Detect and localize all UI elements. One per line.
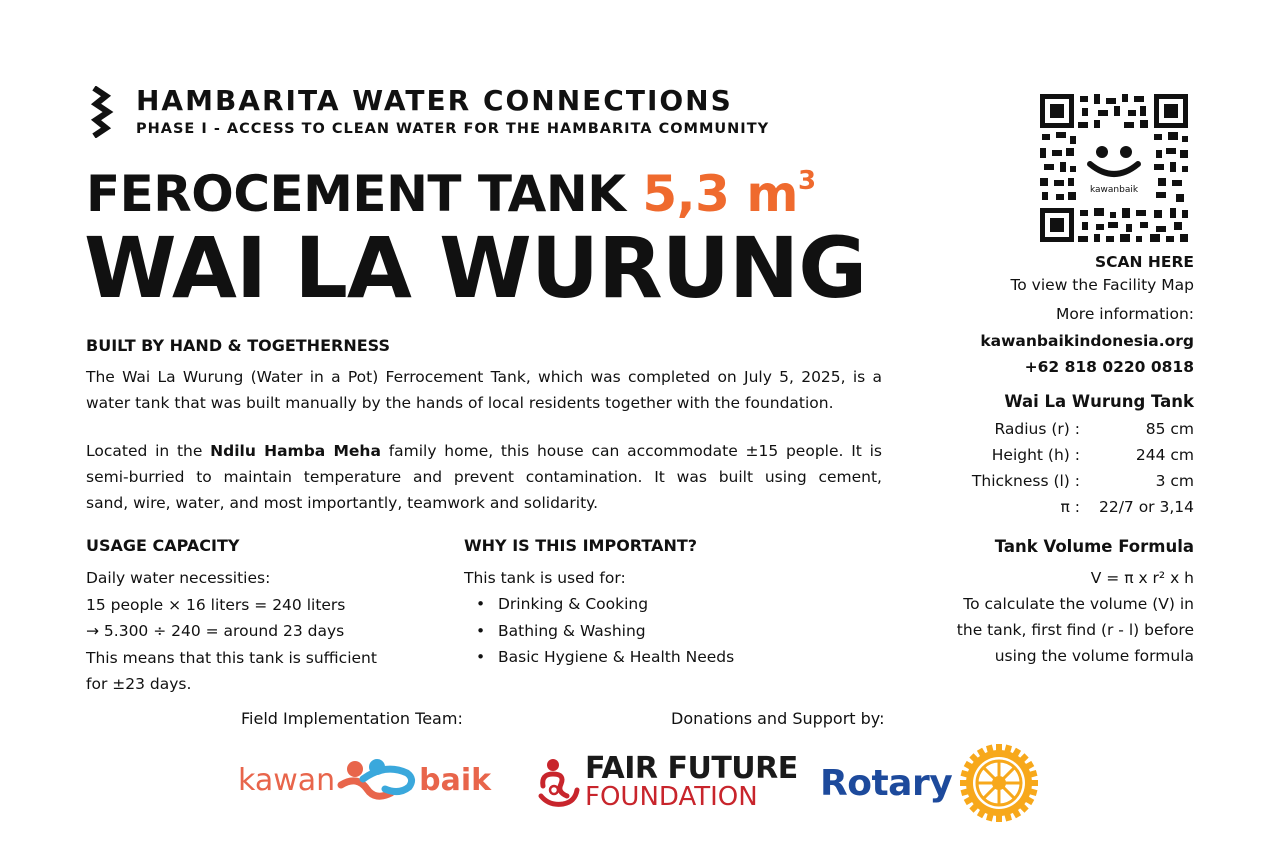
tank-title-prefix: FEROCEMENT TANK <box>86 165 643 223</box>
paragraph-line: water tank that was built manually by the hands of local residents together with the foundation. <box>86 394 834 412</box>
why-heading: WHY IS THIS IMPORTANT? <box>464 536 698 555</box>
formula-title: Tank Volume Formula <box>994 537 1194 556</box>
more-info-label: More information: <box>1055 305 1194 323</box>
website-link[interactable]: kawanbaikindonesia.org <box>980 332 1194 350</box>
org-name: HAMBARITA WATER CONNECTIONS <box>136 84 733 117</box>
table-row <box>972 442 1194 468</box>
fair-future-foundation-logo <box>537 751 798 812</box>
usage-heading: USAGE CAPACITY <box>86 536 240 555</box>
why-list <box>476 591 734 671</box>
qr-code[interactable] <box>1038 92 1190 244</box>
tank-title <box>86 165 816 223</box>
paragraph-text: Located in the <box>86 442 211 460</box>
org-subtitle: PHASE I - ACCESS TO CLEAN WATER FOR THE HAMBARITA COMMUNITY <box>136 121 770 137</box>
rotary-wordmark: Rotary <box>820 762 953 804</box>
kawanbaik-logo-right: baik <box>419 762 492 798</box>
family-name: Ndilu Hamba Meha <box>210 442 381 460</box>
paragraph-text: family home, this house can accommodate ±15 people. It is <box>380 442 882 460</box>
spec-value: 3 cm <box>1155 472 1194 490</box>
fff-emblem-icon <box>537 756 581 808</box>
spec-label: Radius (r) : <box>994 420 1080 438</box>
list-item: • Basic Hygiene & Health Needs <box>476 644 734 671</box>
rotary-logo <box>820 742 1040 824</box>
qr-label: kawanbaik <box>1089 185 1139 195</box>
built-paragraph-2 <box>86 438 882 516</box>
tank-volume <box>642 165 815 223</box>
spec-value: 244 cm <box>1135 446 1194 464</box>
table-row <box>972 494 1194 520</box>
rotary-wheel-icon <box>958 742 1040 824</box>
hwc-logo-icon <box>86 86 114 138</box>
tank-name: WAI LA WURUNG <box>84 219 867 317</box>
spec-value: 85 cm <box>1145 420 1194 438</box>
table-row <box>972 468 1194 494</box>
formula-equation: V = π x r² x h <box>1090 569 1194 587</box>
spec-value: 22/7 or 3,14 <box>1098 498 1194 516</box>
paragraph-line: The Wai La Wurung (Water in a Pot) Ferrocement Tank, which was completed on July 5, 2025, is a <box>86 368 882 386</box>
phone-number: +62 818 0220 0818 <box>1024 358 1194 376</box>
usage-capacity-text <box>86 565 426 698</box>
usage-line: → 5.300 ÷ 240 = around 23 days <box>86 622 345 640</box>
built-heading: BUILT BY HAND & TOGETHERNESS <box>86 336 390 355</box>
usage-line: 15 people × 16 liters = 240 liters <box>86 595 346 614</box>
kawanbaik-swoosh-icon <box>337 755 417 805</box>
table-row <box>972 416 1194 442</box>
kawanbaik-logo <box>238 755 491 805</box>
list-item: • Drinking & Cooking <box>476 591 734 618</box>
spec-table <box>972 416 1194 520</box>
scan-here-label: SCAN HERE <box>1095 253 1194 271</box>
list-item: • Bathing & Washing <box>476 618 734 645</box>
fff-wordmark <box>585 751 798 812</box>
fff-line-1: FAIR FUTURE <box>585 751 798 786</box>
tank-volume-exponent: 3 <box>797 166 816 196</box>
built-paragraph-1 <box>86 364 882 416</box>
why-intro: This tank is used for: <box>464 569 626 587</box>
formula-note: To calculate the volume (V) in the tank, first find (r - l) before using the volume formula <box>956 595 1194 665</box>
spec-label: Thickness (l) : <box>971 472 1080 490</box>
team-label: Field Implementation Team: <box>241 709 463 728</box>
tank-volume-value: 5,3 m <box>642 165 798 223</box>
spec-label: π : <box>1060 498 1080 516</box>
paragraph-line: semi-burried to maintain temperature and prevent contamination. It was built using cement, <box>86 468 882 486</box>
spec-label: Height (h) : <box>991 446 1080 464</box>
usage-line: Daily water necessities: <box>86 569 271 587</box>
scan-subtitle: To view the Facility Map <box>1010 276 1194 294</box>
usage-line: for ±23 days. <box>86 675 192 693</box>
paragraph-line: sand, wire, water, and most importantly, teamwork and solidarity. <box>86 494 599 512</box>
support-label: Donations and Support by: <box>671 709 885 728</box>
paragraph-line <box>86 438 882 464</box>
fff-line-2: FOUNDATION <box>585 782 758 812</box>
kawanbaik-logo-left: kawan <box>238 762 336 798</box>
spec-title: Wai La Wurung Tank <box>1004 392 1194 411</box>
usage-line: This means that this tank is sufficient <box>86 648 377 667</box>
